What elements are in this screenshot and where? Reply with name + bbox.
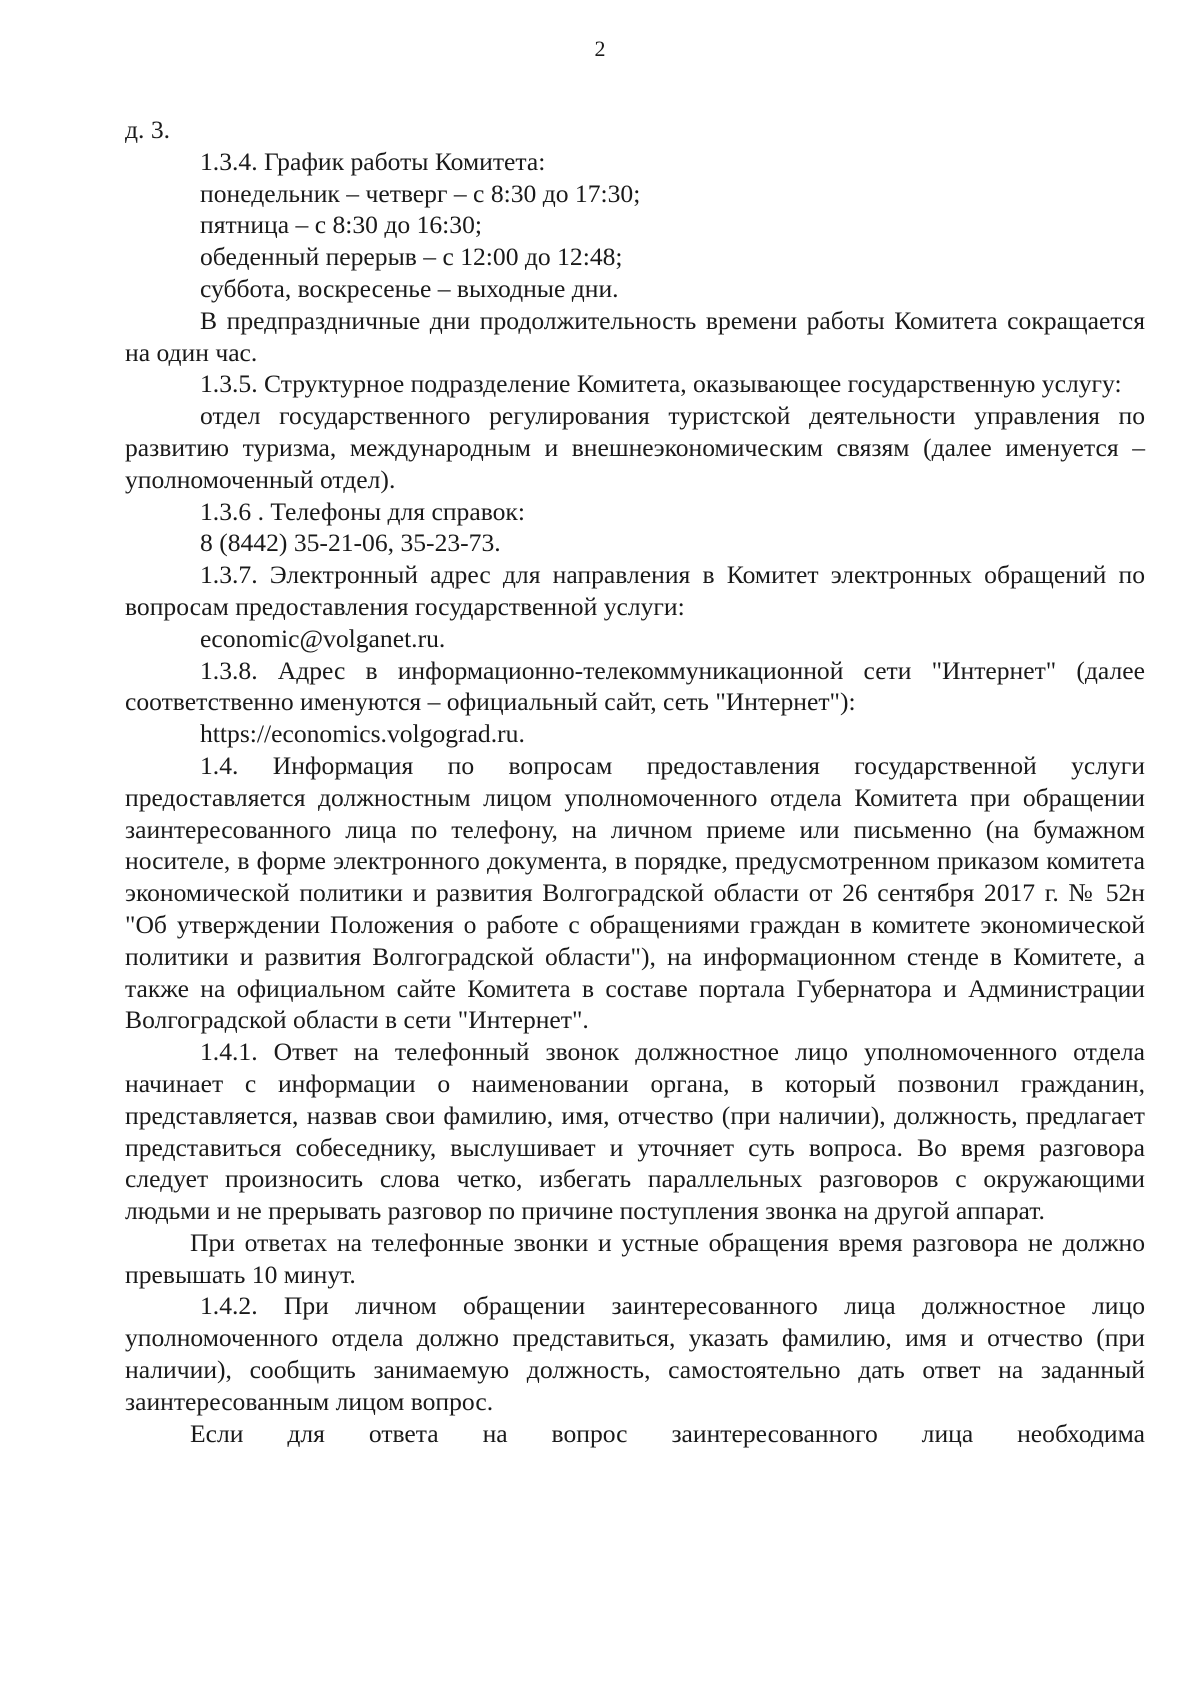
paragraph-1-3-8: 1.3.8. Адрес в информационно-телекоммуникационной сети "Интернет" (далее соответственно именуются – официальный сайт, сеть "Интернет"): [125,655,1145,717]
paragraph-department: отдел государственного регулирования туристской деятельности управления по развитию туризма, международным и внешнеэкономическим связям (далее именуется – уполномоченный отдел). [125,401,1145,494]
paragraph-if-needed: Если для ответа на вопрос заинтересованного лица необходима [190,1418,1145,1448]
paragraph-1-4-1: 1.4.1. Ответ на телефонный звонок должностное лицо уполномоченного отдела начинает с информации о наименовании органа, в который позвонил гражданин, представляется, назвав свои фамилию, имя, отчество (при наличии), должность, предлагает представиться собеседнику, выслушивает и уточняет суть вопроса. Во время разговора следует произносить слова четко, избегать параллельных разговоров с окружающими людьми и не прерывать разговор по причине поступления звонка на другой аппарат. [125,1037,1145,1226]
paragraph-1-3-4-heading: 1.3.4. График работы Комитета: [200,146,546,176]
paragraph-call-duration: При ответах на телефонные звонки и устные обращения время разговора не должно превышать 10 минут. [125,1227,1145,1289]
schedule-lunch: обеденный перерыв – с 12:00 до 12:48; [200,242,623,272]
phone-numbers: 8 (8442) 35-21-06, 35-23-73. [200,528,501,558]
schedule-friday: пятница – с 8:30 до 16:30; [200,210,482,240]
paragraph-1-4-2: 1.4.2. При личном обращении заинтересованного лица должностное лицо уполномоченного отдела должно представиться, указать фамилию, имя и отчество (при наличии), сообщить занимаемую должность, самостоятельно дать ответ на заданный заинтересованным лицом вопрос. [125,1291,1145,1416]
schedule-mon-thu: понедельник – четверг – с 8:30 до 17:30; [200,178,641,208]
email-address: economic@volganet.ru. [200,623,446,653]
page-number: 2 [594,36,606,61]
paragraph-1-3-6: 1.3.6 . Телефоны для справок: [200,496,525,526]
paragraph-1-3-5: 1.3.5. Структурное подразделение Комитета, оказывающее государственную услугу: [200,369,1122,399]
paragraph-1-4: 1.4. Информация по вопросам предоставления государственной услуги предоставляется должностным лицом уполномоченного отдела Комитета при обращении заинтересованного лица по телефону, на личном приеме или письменно (на бумажном носителе, в форме электронного документа, в порядке, предусмотренном приказом комитета экономической политики и развития Волгоградской области от 26 сентября 2017 г. № 52н "Об утверждении Положения о работе с обращениями граждан в комитете экономической политики и развития Волгоградской области"), на информационном стенде в Комитете, а также на официальном сайте Комитета в составе портала Губернатора и Администрации Волгоградской области в сети "Интернет". [125,750,1145,1035]
paragraph-address-end: д. 3. [125,115,171,144]
schedule-weekend: суббота, воскресенье – выходные дни. [200,273,619,303]
paragraph-preholiday: В предпраздничные дни продолжительность времени работы Комитета сокращается на один час. [125,305,1145,367]
website-url: https://economics.volgograd.ru. [200,719,525,749]
paragraph-1-3-7: 1.3.7. Электронный адрес для направления в Комитет электронных обращений по вопросам предоставления государственной услуги: [125,560,1145,621]
document-body [125,114,1145,1449]
